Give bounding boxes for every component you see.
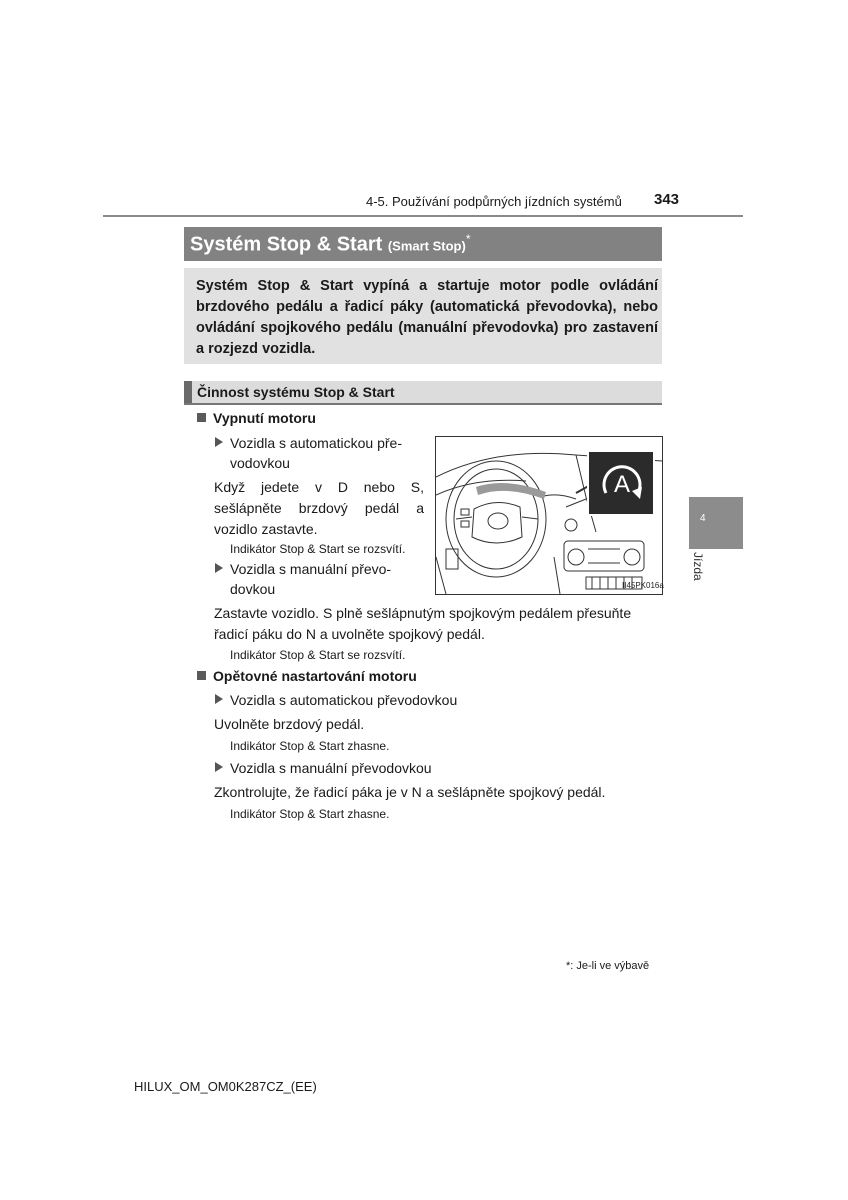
chapter-tab-label: Jízda [691, 552, 705, 581]
figure-code: II45PK016a [622, 581, 664, 590]
stop-auto-note: Indikátor Stop & Start se rozsvítí. [230, 542, 406, 556]
title-asterisk: * [465, 232, 471, 246]
stop-manual-note: Indikátor Stop & Start se rozsvítí. [230, 648, 406, 662]
restart-auto-note: Indikátor Stop & Start zhasne. [230, 739, 390, 753]
triangle-bullet-icon [215, 563, 223, 573]
stop-auto-text: Když jedete v D nebo S, sešlápněte brzdový pedál a vozidlo zastavte. [214, 479, 424, 537]
svg-text:A: A [613, 471, 631, 498]
chapter-tab [689, 497, 743, 549]
footnote: *: Je-li ve výbavě [566, 960, 650, 972]
subsection-title: Činnost systému Stop & Start [197, 384, 395, 400]
dashboard-illustration [435, 436, 663, 595]
page-number: 343 [654, 191, 680, 208]
intro-text: Systém Stop & Start vypíná a startuje motor podle ovládání brzdového pedálu a řadicí páky (automatická převodovka), nebo ovládání spojkového pedálu (manuální převodovka) pro zastavení a rozjezd vozidla. [196, 278, 658, 357]
stop-auto-label-cont: vodovkou [230, 455, 290, 471]
restart-auto-text: Uvolněte brzdový pedál. [214, 716, 365, 732]
restart-manual-label: Vozidla s manuální převodovkou [215, 760, 432, 776]
chapter-tab-number: 4 [700, 513, 706, 524]
title-main: Systém Stop & Start [190, 233, 383, 256]
subsection-accent [184, 381, 192, 403]
dashboard-drawing [436, 437, 662, 594]
restart-auto-label: Vozidla s automatickou převodovkou [215, 692, 457, 708]
stop-heading: Vypnutí motoru [197, 410, 316, 426]
restart-manual-note: Indikátor Stop & Start zhasne. [230, 807, 390, 821]
subsection-rule [184, 403, 662, 405]
square-bullet-icon [197, 671, 206, 680]
triangle-bullet-icon [215, 694, 223, 704]
stop-manual-text: Zastavte vozidlo. S plně sešlápnutým spojkovým pedálem přesuňte řadicí páku do N a uvolněte spojkový pedál. [214, 605, 632, 642]
document-id: HILUX_OM_OM0K287CZ_(EE) [134, 1079, 317, 1094]
page-title [190, 232, 471, 257]
title-sub: (Smart Stop) [387, 238, 466, 254]
header-divider [103, 215, 743, 217]
stop-manual-label: Vozidla s manuální převo- [215, 561, 391, 577]
stop-manual-label-cont: dovkou [230, 581, 276, 597]
restart-heading: Opětovné nastartování motoru [197, 668, 417, 684]
square-bullet-icon [197, 413, 206, 422]
stop-auto-label: Vozidla s automatickou pře- [215, 435, 402, 451]
triangle-bullet-icon [215, 437, 223, 447]
restart-manual-text: Zkontrolujte, že řadicí páka je v N a sešlápněte spojkový pedál. [214, 784, 606, 800]
triangle-bullet-icon [215, 762, 223, 772]
running-header: 4-5. Používání podpůrných jízdních systémů [366, 194, 622, 209]
